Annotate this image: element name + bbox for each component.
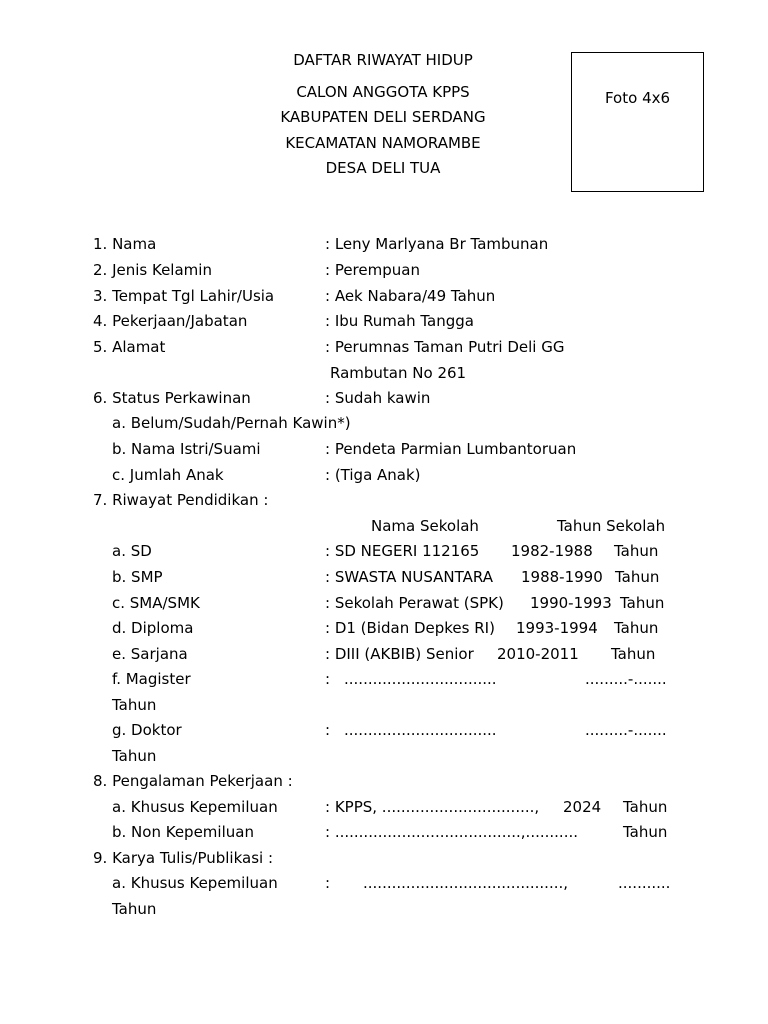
- edu-years-sma: 1990-1993: [530, 594, 612, 612]
- edu-school-sd: : SD NEGERI 112165: [325, 542, 480, 560]
- exp-label-non: b. Non Kepemiluan: [112, 823, 254, 841]
- edu-years-magister: .........-.......: [585, 670, 667, 688]
- karya-label-khusus: a. Khusus Kepemiluan: [112, 874, 278, 892]
- field-value-status-c: : (Tiga Anak): [325, 466, 421, 484]
- edu-label-magister: f. Magister: [112, 670, 191, 688]
- section-label-karya: 9. Karya Tulis/Publikasi :: [93, 849, 274, 867]
- section-label-pengalaman: 8. Pengalaman Pekerjaan :: [93, 772, 293, 790]
- exp-label-khusus: a. Khusus Kepemiluan: [112, 798, 278, 816]
- section-label-pendidikan: 7. Riwayat Pendidikan :: [93, 491, 269, 509]
- field-label-status-c: c. Jumlah Anak: [112, 466, 224, 484]
- field-label-jenis-kelamin: 2. Jenis Kelamin: [93, 261, 212, 279]
- edu-years-diploma: 1993-1994: [516, 619, 598, 637]
- edu-school-sarjana: : DIII (AKBIB) Senior: [325, 645, 474, 663]
- edu-school-smp: : SWASTA NUSANTARA: [325, 568, 493, 586]
- header-line-kabupaten: KABUPATEN DELI SERDANG: [280, 108, 486, 126]
- karya-years-khusus: ...........: [618, 874, 671, 892]
- header-line-desa: DESA DELI TUA: [325, 159, 441, 177]
- edu-unit-sma: Tahun: [620, 594, 665, 612]
- edu-unit-diploma: Tahun: [614, 619, 659, 637]
- field-label-nama: 1. Nama: [93, 235, 157, 253]
- header-line-kpps: CALON ANGGOTA KPPS: [296, 83, 470, 101]
- edu-unit-smp: Tahun: [615, 568, 660, 586]
- field-label-status-a: a. Belum/Sudah/Pernah Kawin*): [112, 414, 351, 432]
- field-label-alamat: 5. Alamat: [93, 338, 166, 356]
- field-value-ttl: : Aek Nabara/49 Tahun: [325, 287, 496, 305]
- karya-unit-khusus: Tahun: [112, 900, 157, 918]
- edu-label-diploma: d. Diploma: [112, 619, 194, 637]
- edu-school-doktor: ................................: [344, 721, 497, 739]
- field-value-alamat-cont: Rambutan No 261: [330, 364, 467, 382]
- field-value-status: : Sudah kawin: [325, 389, 431, 407]
- karya-value-khusus: ..........................................,: [363, 874, 569, 892]
- exp-unit-non: Tahun: [623, 823, 668, 841]
- edu-colon-doktor: :: [325, 721, 331, 739]
- field-label-ttl: 3. Tempat Tgl Lahir/Usia: [93, 287, 275, 305]
- edu-years-doktor: .........-.......: [585, 721, 667, 739]
- edu-school-sma: : Sekolah Perawat (SPK): [325, 594, 504, 612]
- edu-label-sma: c. SMA/SMK: [112, 594, 200, 612]
- field-label-status: 6. Status Perkawinan: [93, 389, 251, 407]
- photo-label: Foto 4x6: [604, 89, 671, 107]
- field-label-pekerjaan: 4. Pekerjaan/Jabatan: [93, 312, 248, 330]
- exp-year-khusus: 2024: [563, 798, 602, 816]
- exp-unit-khusus: Tahun: [623, 798, 668, 816]
- field-label-status-b: b. Nama Istri/Suami: [112, 440, 261, 458]
- field-value-nama: : Leny Marlyana Br Tambunan: [325, 235, 549, 253]
- edu-school-magister: ................................: [344, 670, 497, 688]
- edu-unit-sd: Tahun: [614, 542, 659, 560]
- photo-placeholder: [571, 52, 704, 192]
- document-title: DAFTAR RIWAYAT HIDUP: [293, 51, 473, 69]
- edu-label-sd: a. SD: [112, 542, 152, 560]
- column-header-tahun-sekolah: Tahun Sekolah: [557, 517, 666, 535]
- exp-value-non: : .......................................,...........: [325, 823, 578, 841]
- header-line-kecamatan: KECAMATAN NAMORAMBE: [285, 134, 481, 152]
- edu-label-smp: b. SMP: [112, 568, 163, 586]
- field-value-alamat: : Perumnas Taman Putri Deli GG: [325, 338, 565, 356]
- edu-school-diploma: : D1 (Bidan Depkes RI): [325, 619, 495, 637]
- edu-unit-doktor: Tahun: [112, 747, 157, 765]
- karya-colon-khusus: :: [325, 874, 331, 892]
- field-value-status-b: : Pendeta Parmian Lumbantoruan: [325, 440, 577, 458]
- field-value-jenis-kelamin: : Perempuan: [325, 261, 420, 279]
- exp-value-khusus: : KPPS, ................................,: [325, 798, 540, 816]
- edu-label-doktor: g. Doktor: [112, 721, 182, 739]
- edu-colon-magister: :: [325, 670, 331, 688]
- column-header-nama-sekolah: Nama Sekolah: [371, 517, 479, 535]
- edu-years-smp: 1988-1990: [521, 568, 603, 586]
- edu-years-sd: 1982-1988: [511, 542, 593, 560]
- edu-unit-magister: Tahun: [112, 696, 157, 714]
- edu-label-sarjana: e. Sarjana: [112, 645, 188, 663]
- field-value-pekerjaan: : Ibu Rumah Tangga: [325, 312, 474, 330]
- edu-years-sarjana: 2010-2011: [497, 645, 579, 663]
- edu-unit-sarjana: Tahun: [611, 645, 656, 663]
